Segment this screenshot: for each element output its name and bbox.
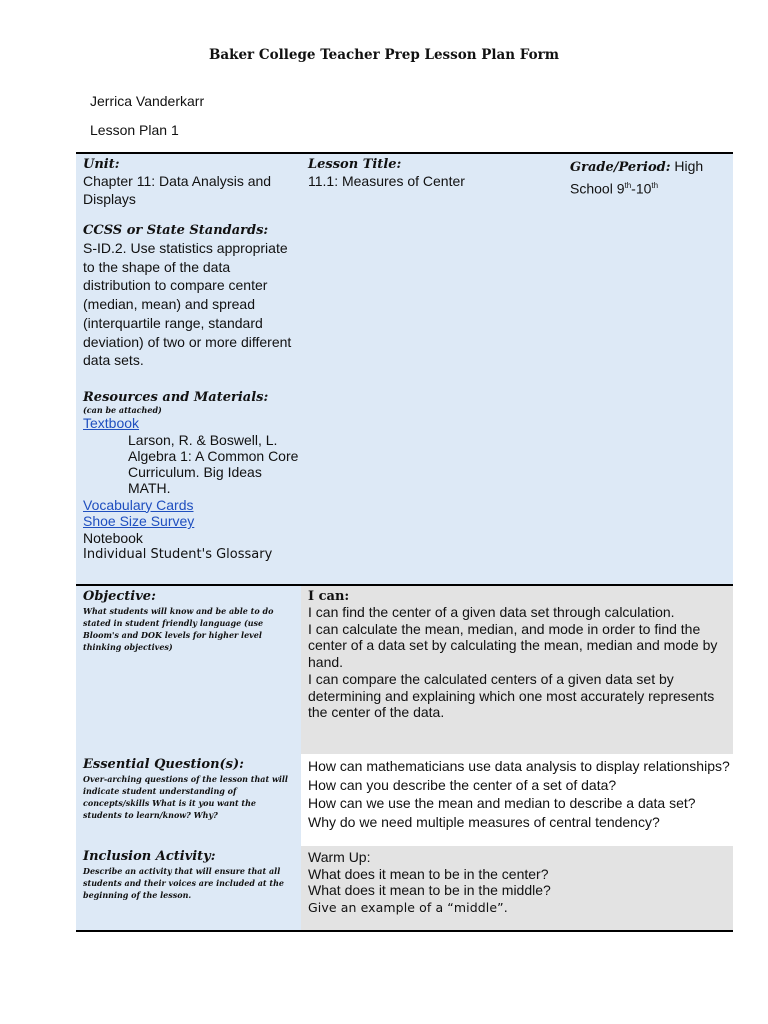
grade-value-b: School 9 (570, 180, 625, 197)
textbook-link[interactable]: Textbook (83, 415, 140, 431)
essential-content-cell (301, 754, 733, 846)
resources-note: (can be attached) (83, 405, 162, 415)
standards-label: CCSS or State Standards: (83, 223, 269, 238)
grade-period-cell (570, 157, 730, 198)
standards-text: S-ID.2. Use statistics appropriate to the shape of the data distribution to compare center (median, mean) and spread (interquartile range, standard deviation) of two or more different data sets. (83, 240, 292, 369)
objective-label-cell (76, 586, 301, 754)
grade-sup-2: th (651, 181, 659, 190)
document-title: Baker College Teacher Prep Lesson Plan Form (208, 47, 560, 63)
grade-value-a: High (674, 158, 704, 174)
objective-item: I can compare the calculated centers of a given data set by determining and explaining which one most accurately represents the center of the data. (308, 670, 715, 721)
inclusion-line: Warm Up: (308, 849, 371, 865)
grade-dash: -10 (631, 180, 652, 197)
resources-section (83, 390, 303, 563)
inclusion-label-cell (76, 846, 301, 930)
author-name: Jerrica Vanderkarr (90, 93, 205, 109)
objective-content-cell (301, 586, 733, 754)
essential-question: Why do we need multiple measures of central tendency? (308, 813, 660, 830)
lesson-plan-number: Lesson Plan 1 (90, 122, 179, 138)
essential-question: How can we use the mean and median to describe a data set? (308, 795, 696, 811)
inclusion-description: Describe an activity that will ensure that all students and their voices are included at the beginning of the lesson. (83, 866, 284, 900)
grade-sup-1: th (624, 181, 632, 190)
objective-label: Objective: (83, 589, 156, 604)
unit-cell (83, 157, 298, 208)
inclusion-line: What does it mean to be in the center? (308, 865, 549, 882)
ican-label: I can: (308, 589, 350, 604)
overview-block (76, 154, 733, 586)
lesson-title-cell (308, 157, 558, 190)
objective-description: What students will know and be able to do stated in student friendly language (use Bloom's and DOK levels for higher level thinking objectives) (83, 606, 274, 652)
essential-question-row (76, 754, 733, 846)
lesson-plan-table (76, 152, 733, 932)
inclusion-content-cell (301, 846, 733, 930)
objective-item: I can calculate the mean, median, and mode in order to find the center of a data set by calculating the mean, median and mode by hand. (308, 620, 718, 671)
inclusion-line: What does it mean to be in the middle? (308, 882, 551, 899)
standards-section (83, 223, 298, 370)
inclusion-activity-row (76, 846, 733, 930)
lesson-title-label: Lesson Title: (308, 157, 402, 172)
essential-description: Over-arching questions of the lesson that will indicate student understanding of concepts/skills What is it you want the students to learn/know? Why? (83, 774, 288, 820)
objective-item: I can find the center of a given data set through calculation. (308, 604, 675, 620)
textbook-citation: Larson, R. & Boswell, L. Algebra 1: A Common Core Curriculum. Big Ideas MATH. (128, 431, 299, 497)
essential-question: How can mathematicians use data analysis to display relationships? (308, 758, 730, 774)
unit-value: Chapter 11: Data Analysis and Displays (83, 173, 272, 207)
essential-label: Essential Question(s): (83, 757, 244, 772)
essential-question: How can you describe the center of a set of data? (308, 776, 617, 793)
lesson-title-value: 11.1: Measures of Center (308, 173, 465, 189)
grade-period-label: Grade/Period: (570, 160, 671, 175)
essential-label-cell (76, 754, 301, 846)
resources-label: Resources and Materials: (83, 390, 269, 405)
inclusion-example: Give an example of a “middle”. (308, 900, 508, 916)
objective-row (76, 586, 733, 754)
vocabulary-cards-link[interactable]: Vocabulary Cards (83, 496, 194, 513)
notebook-item: Notebook (83, 529, 143, 546)
inclusion-label: Inclusion Activity: (83, 849, 216, 864)
glossary-item: Individual Student's Glossary (83, 547, 273, 563)
unit-label: Unit: (83, 157, 120, 172)
shoe-size-survey-link[interactable]: Shoe Size Survey (83, 513, 195, 530)
